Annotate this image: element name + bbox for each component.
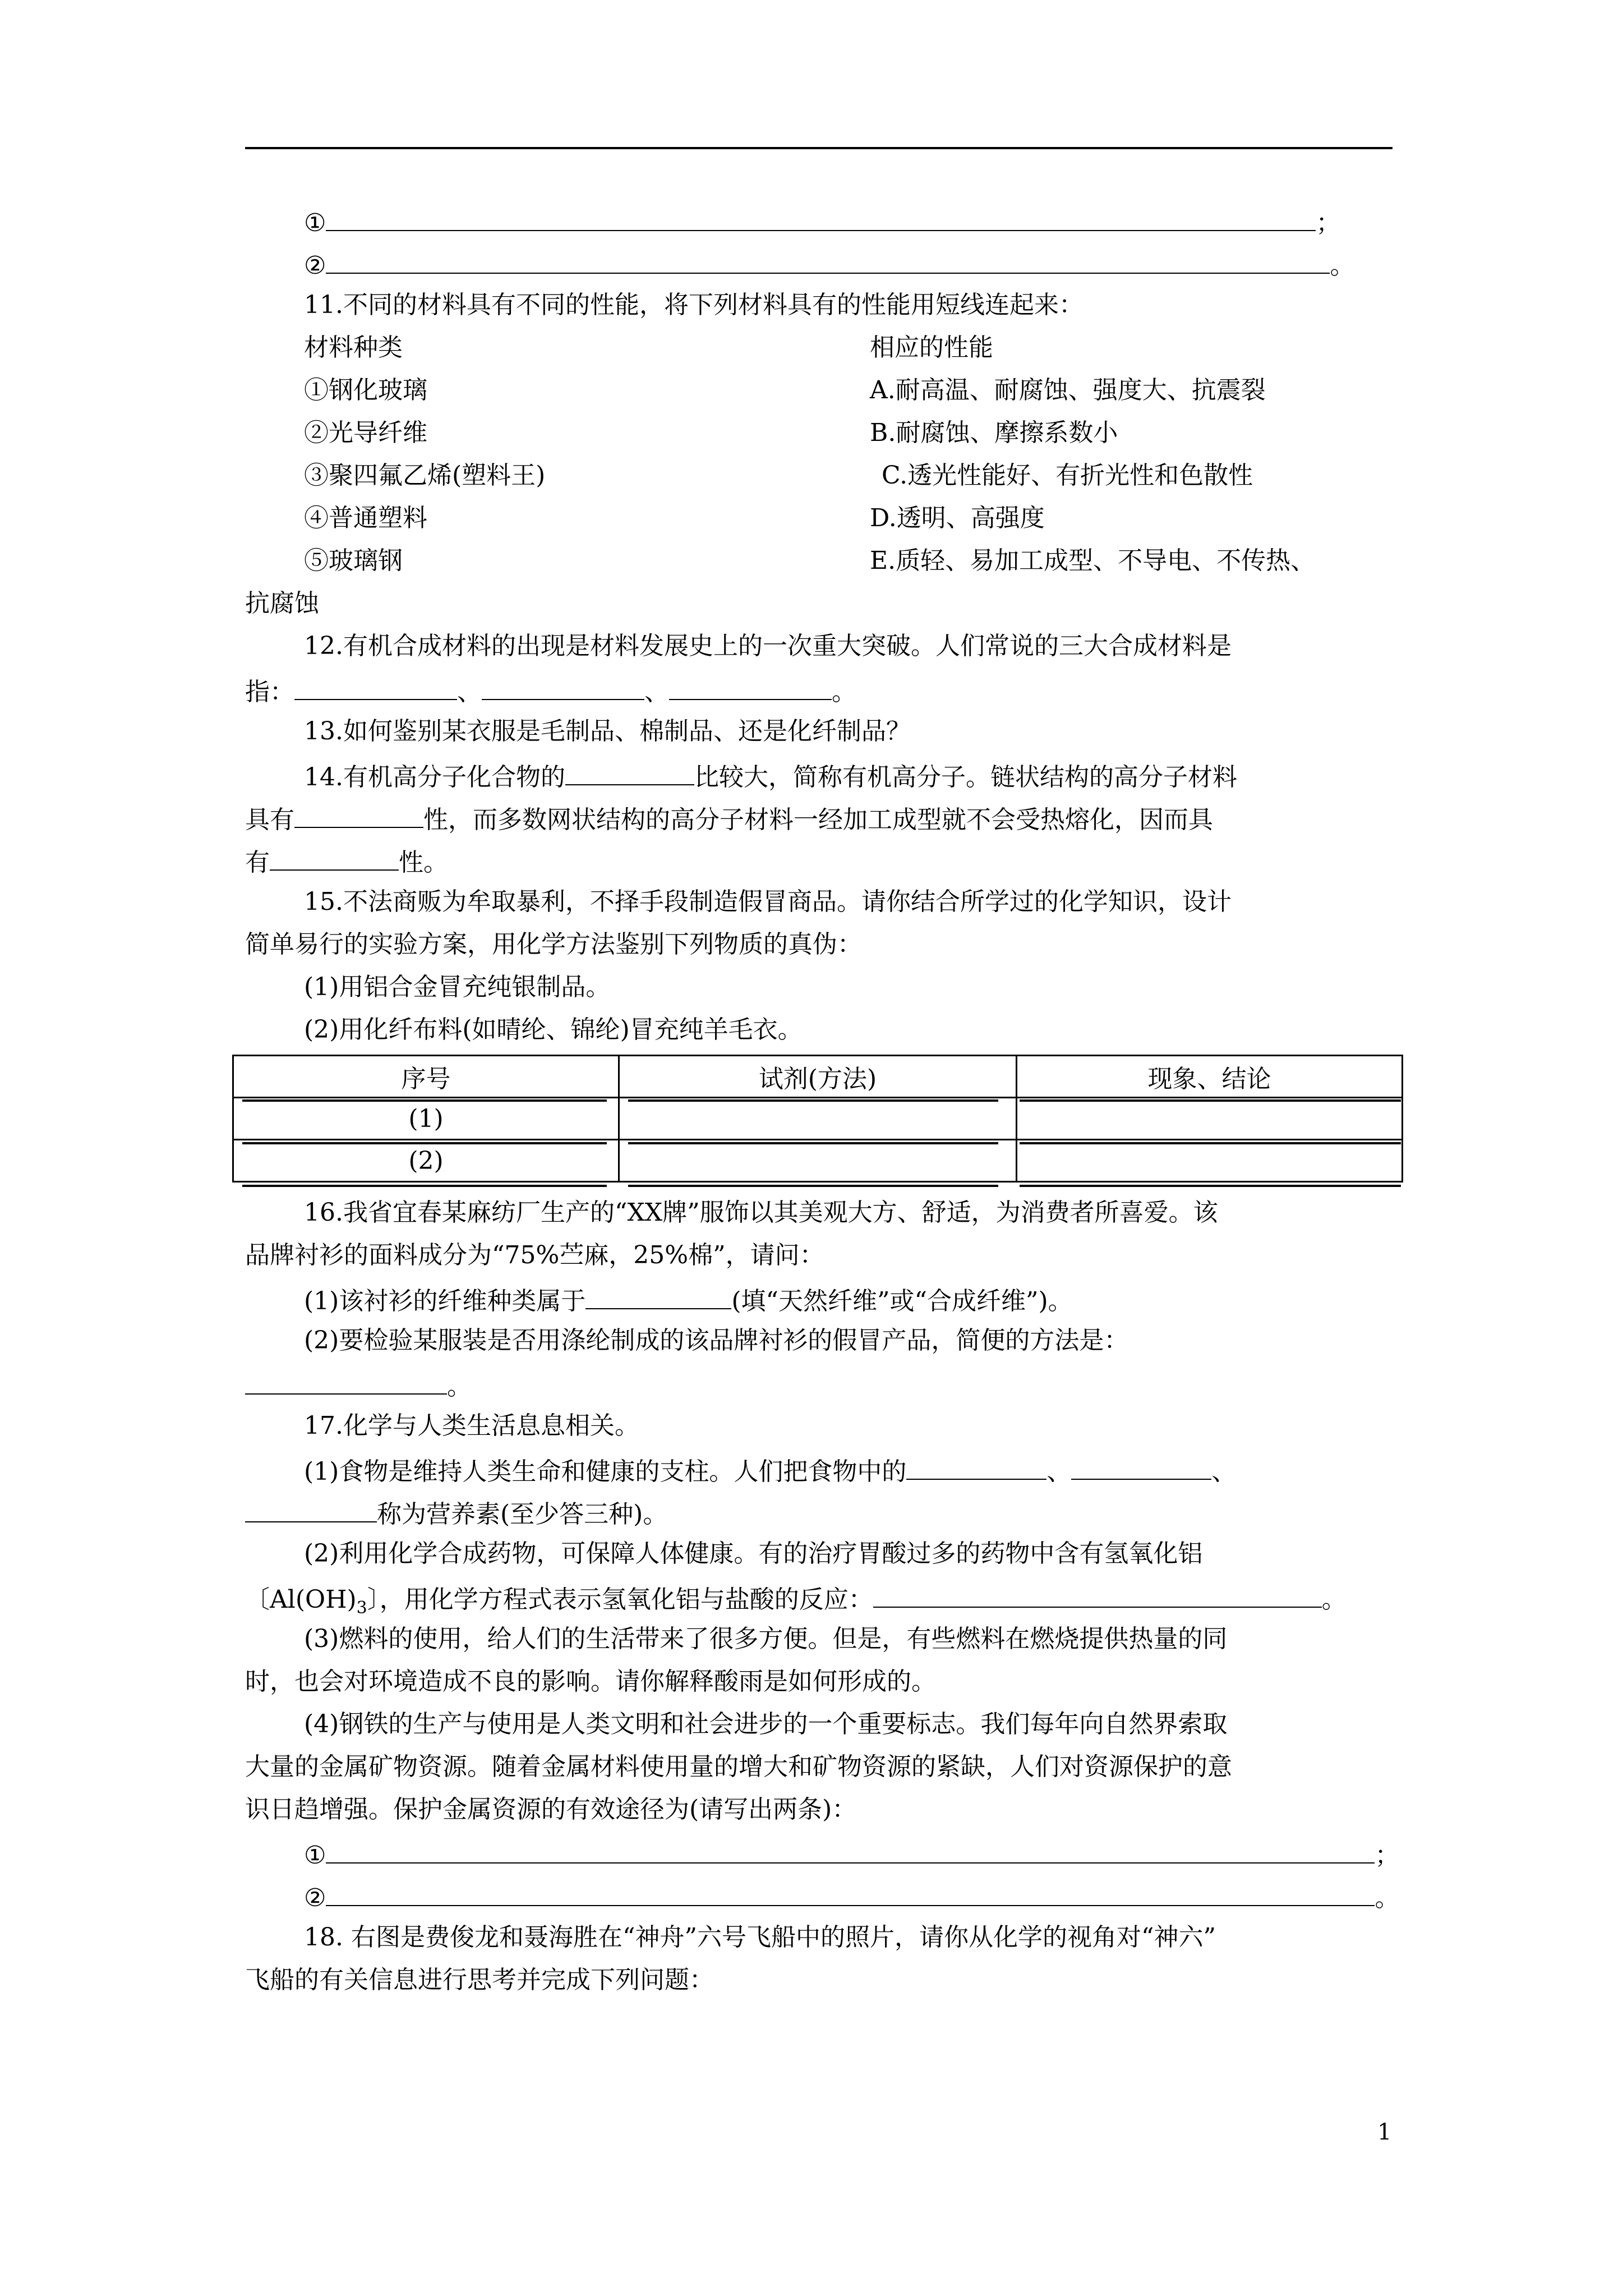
- q11-material: ①钢化玻璃: [304, 376, 427, 404]
- q15-item1: (1)用铝合金冒充纯银制品。: [304, 973, 611, 1001]
- q17-answer-line-1: ① ；: [304, 1841, 1400, 1870]
- q17-stem: 17.化学与人类生活息息相关。: [304, 1411, 639, 1440]
- cell-underline: [628, 1185, 998, 1187]
- q16-sub2-answer: 。: [245, 1371, 472, 1399]
- q17-p4-line3: 识日趋增强。保护金属资源的有效途径为(请写出两条)：: [245, 1795, 857, 1824]
- answer-blank[interactable]: [873, 1584, 1322, 1608]
- q11-material: ②光导纤维: [304, 418, 427, 447]
- table-header-cell: 试剂(方法): [619, 1056, 1017, 1098]
- cell-underline: [628, 1142, 998, 1144]
- q17-p3-line1: (3)燃料的使用，给人们的生活带来了很多方便。但是，有些燃料在燃烧提供热量的同: [304, 1625, 1228, 1653]
- q17-p3-line2: 时，也会对环境造成不良的影响。请你解释酸雨是如何形成的。: [245, 1667, 936, 1696]
- q15-item2: (2)用化纤布料(如晴纶、锦纶)冒充纯羊毛衣。: [304, 1015, 803, 1044]
- answer-blank[interactable]: [245, 1371, 447, 1395]
- q17-p1-line2: 称为营养素(至少答三种)。: [245, 1499, 667, 1527]
- table-header-row: [233, 1056, 1403, 1098]
- answer-blank[interactable]: [326, 1883, 1375, 1906]
- q11-stem: 11.不同的材料具有不同的性能，将下列材料具有的性能用短线连起来：: [304, 291, 1083, 319]
- q18-line2: 飞船的有关信息进行思考并完成下列问题：: [245, 1966, 714, 1994]
- q17-p4-line1: (4)钢铁的生产与使用是人类文明和社会进步的一个重要标志。我们每年向自然界索取: [304, 1710, 1228, 1738]
- answer-blank[interactable]: [669, 677, 832, 700]
- q15-line2: 简单易行的实验方案，用化学方法鉴别下列物质的真伪：: [245, 930, 862, 959]
- table-header-cell: 现象、结论: [1016, 1056, 1402, 1098]
- q17-p2-line1: (2)利用化学合成药物，可保障人体健康。有的治疗胃酸过多的药物中含有氢氧化铝: [304, 1539, 1203, 1568]
- answer-blank[interactable]: [482, 677, 644, 700]
- answer-blank[interactable]: [294, 677, 457, 700]
- q16-sub2: (2)要检验某服装是否用涤纶制成的该品牌衬衫的假冒产品，简便的方法是：: [304, 1326, 1129, 1355]
- q14-line2: 具有 性，而多数网状结构的高分子材料一经加工成型就不会受热熔化，因而具: [245, 806, 1213, 834]
- answer-blank[interactable]: [245, 1499, 377, 1522]
- cell-underline: [1020, 1099, 1401, 1102]
- q11-property: E.质轻、易加工成型、不导电、不传热、: [870, 546, 1316, 575]
- answer-blank[interactable]: [326, 1840, 1375, 1864]
- table-row: [233, 1098, 1403, 1140]
- table-row: [233, 1140, 1403, 1182]
- q17-p1-line1: (1)食物是维持人类生命和健康的支柱。人们把食物中的 、 、: [304, 1457, 1237, 1486]
- answer-blank[interactable]: [585, 1286, 731, 1309]
- q16-sub1: (1)该衬衫的纤维种类属于 (填“天然纤维”或“合成纤维”)。: [304, 1287, 1073, 1315]
- cell-underline: [1020, 1142, 1401, 1144]
- answer-blank[interactable]: [270, 847, 399, 871]
- header-rule: [245, 147, 1393, 149]
- cell-underline: [242, 1185, 607, 1187]
- q17-answer-line-2: ② 。: [304, 1884, 1400, 1912]
- q11-material: ⑤玻璃钢: [304, 546, 403, 575]
- answer-blank[interactable]: [326, 208, 1316, 231]
- q12-line1: 12.有机合成材料的出现是材料发展史上的一次重大突破。人们常说的三大合成材料是: [304, 632, 1232, 660]
- answer-blank[interactable]: [326, 250, 1330, 274]
- q13-text: 13.如何鉴别某衣服是毛制品、棉制品、还是化纤制品？: [304, 717, 911, 746]
- page-number: 1: [1377, 2119, 1392, 2145]
- q17-p2-line2: 〔$Al(OH)_3$〕，用化学方程式表示氢氧化铝与盐酸的反应： 。: [245, 1585, 1347, 1618]
- q16-line2: 品牌衬衫的面料成分为“75%苎麻，25%棉”，请问：: [245, 1241, 824, 1269]
- q15-answer-table: [232, 1055, 1403, 1182]
- cell-underline: [628, 1099, 998, 1102]
- q11-property: B.耐腐蚀、摩擦系数小: [870, 418, 1118, 447]
- answer-blank[interactable]: [906, 1456, 1046, 1480]
- table-cell-answer[interactable]: [619, 1098, 1017, 1140]
- answer-line-2: ② 。: [304, 251, 1355, 280]
- q11-property: C.透光性能好、有折光性和色散性: [882, 461, 1253, 490]
- q11-col-right: 相应的性能: [870, 333, 993, 362]
- q11-property: A.耐高温、耐腐蚀、强度大、抗震裂: [870, 376, 1266, 404]
- answer-blank[interactable]: [294, 804, 423, 828]
- q12-line2: 指： 、 、 。: [245, 678, 856, 706]
- q18-line1: 18. 右图是费俊龙和聂海胜在“神舟”六号飞船中的照片，请你从化学的视角对“神六”: [304, 1923, 1216, 1952]
- q11-col-left: 材料种类: [304, 333, 403, 362]
- q16-line1: 16.我省宜春某麻纺厂生产的“XX牌”服饰以其美观大方、舒适，为消费者所喜爱。该: [304, 1198, 1218, 1227]
- table-cell-answer[interactable]: [1016, 1140, 1402, 1182]
- cell-underline: [242, 1099, 607, 1102]
- table-cell: (2): [233, 1140, 619, 1182]
- table-cell-answer[interactable]: [619, 1140, 1017, 1182]
- table-header-cell: 序号: [233, 1056, 619, 1098]
- q11-property: D.透明、高强度: [870, 504, 1045, 532]
- table-cell: (1): [233, 1098, 619, 1140]
- q11-property-wrap: 抗腐蚀: [245, 589, 319, 618]
- q14-line3: 有 性。: [245, 848, 448, 877]
- q11-material: ④普通塑料: [304, 504, 427, 532]
- table-cell-answer[interactable]: [1016, 1098, 1402, 1140]
- q15-line1: 15.不法商贩为牟取暴利，不择手段制造假冒商品。请你结合所学过的化学知识，设计: [304, 887, 1232, 916]
- cell-underline: [242, 1142, 607, 1144]
- q11-material: ③聚四氟乙烯(塑料王): [304, 461, 546, 490]
- q17-p4-line2: 大量的金属矿物资源。随着金属材料使用量的增大和矿物资源的紧缺，人们对资源保护的意: [245, 1752, 1232, 1781]
- answer-blank[interactable]: [565, 762, 694, 785]
- answer-line-1: ① ；: [304, 209, 1341, 237]
- q14-line1: 14.有机高分子化合物的 比较大，简称有机高分子。链状结构的高分子材料: [304, 763, 1237, 792]
- answer-blank[interactable]: [1071, 1456, 1211, 1480]
- cell-underline: [1020, 1185, 1401, 1187]
